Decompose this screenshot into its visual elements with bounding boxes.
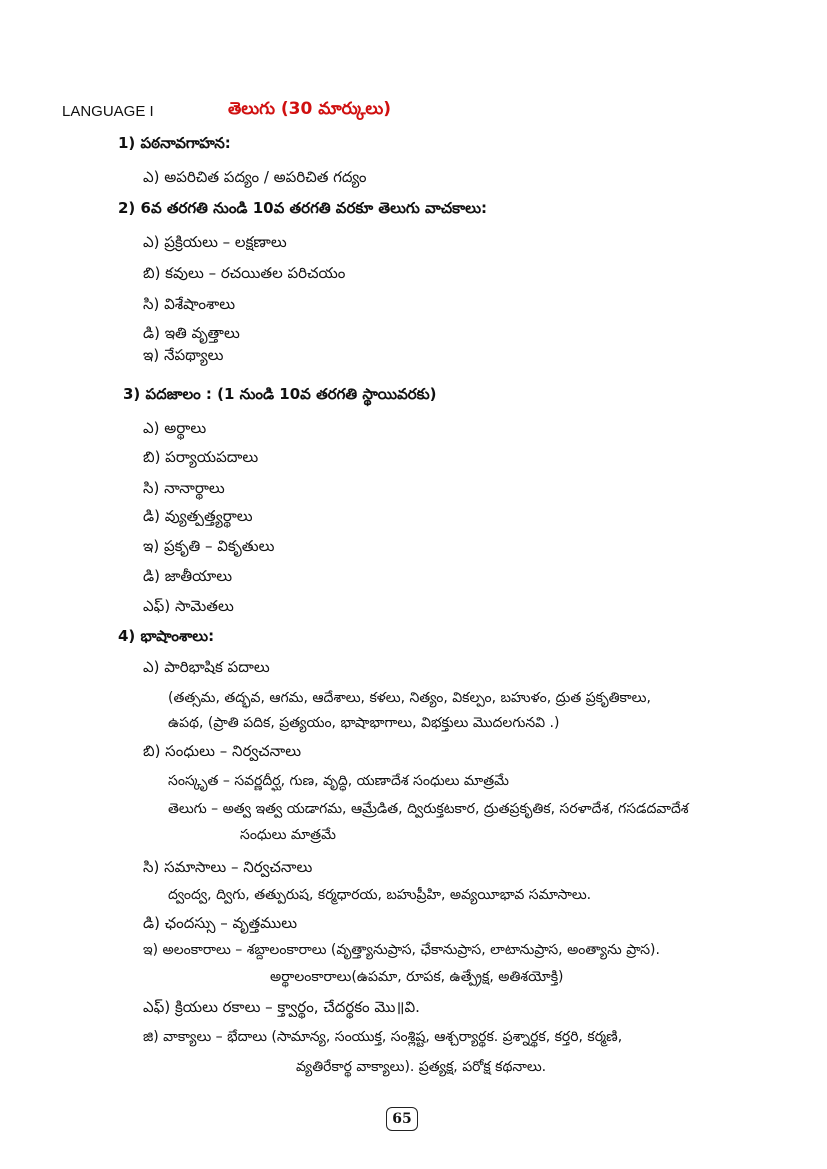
section-4e-line: అర్థాలంకారాలు(ఉపమా, రూపక, ఉత్ప్రేక్ష, అతిశయోక్తి)	[270, 969, 564, 985]
section-4a-line: ఉపథ, (ప్రాతి పదిక, ప్రత్యయం, భాషాభాగాలు, విభక్తులు మొదలగునవి .)	[168, 715, 560, 731]
section-3-item: ఎ) అర్థాలు	[143, 419, 207, 437]
section-4e-label: ఇ) అలంకారాలు – శబ్దాలంకారాలు (వృత్త్యానుప్రాస, ఛేకానుప్రాస, లాటానుప్రాస, అంత్యాను ప్రాస).	[143, 942, 660, 958]
section-4b-line: తెలుగు – అత్వ ఇత్వ యడాగమ, ఆమ్రేడిత, ద్విరుక్తటకార, ద్రుతప్రకృతిక, సరళాదేశ, గసడదవాదేశ	[168, 801, 689, 817]
section-4a-line: (తత్సమ, తద్భవ, ఆగమ, ఆదేశాలు, కళలు, నిత్యం, వికల్పం, బహుళం, ద్రుత ప్రకృతికాలు,	[168, 690, 651, 706]
section-3-item: ఇ) ప్రకృతి – వికృతులు	[143, 537, 275, 555]
section-1-item: ఎ) అపరిచిత పద్యం / అపరిచిత గద్యం	[143, 168, 367, 186]
section-3-item: డి) జాతీయాలు	[143, 567, 233, 585]
section-3-item: డి) వ్యుత్పత్త్యర్థాలు	[143, 507, 253, 525]
section-4-heading: 4) భాషాంశాలు:	[118, 627, 215, 645]
page-number: 65	[386, 1107, 418, 1131]
section-4c-label: సి) సమాసాలు – నిర్వచనాలు	[143, 858, 313, 876]
section-4b-line: సంధులు మాత్రమే	[240, 827, 336, 843]
section-3-heading: 3) పదజాలం : (1 నుండి 10వ తరగతి స్థాయివరకు)	[123, 385, 437, 403]
section-4g-label: జి) వాక్యాలు – భేదాలు (సామాన్య, సంయుక్త, సంశ్లిష్ట, ఆశ్చర్యార్థక. ప్రశ్నార్థక, కర్తరి, కర్మణి,	[143, 1029, 623, 1045]
section-4a-label: ఎ) పారిభాషిక పదాలు	[143, 658, 270, 676]
section-4f-label: ఎఫ్) క్రియలు రకాలు – క్త్వార్థం, చేదర్థకం మొ॥వి.	[143, 998, 420, 1016]
section-4d-label: డి) ఛందస్సు – వృత్తములు	[143, 914, 298, 932]
section-4b-line: సంస్కృత – సవర్ణదీర్ఘ, గుణ, వృద్ధి, యణాదేశ సంధులు మాత్రమే	[168, 773, 509, 789]
section-2-item: ఇ) నేపథ్యాలు	[143, 346, 224, 364]
section-3-item: ఎఫ్) సామెతలు	[143, 597, 234, 615]
language-label: LANGUAGE I	[62, 103, 154, 120]
page-title: తెలుగు (30 మార్కులు)	[228, 99, 392, 119]
section-4b-label: బి) సంధులు – నిర్వచనాలు	[143, 742, 302, 760]
section-2-item: ఎ) ప్రక్రియలు – లక్షణాలు	[143, 233, 287, 251]
section-4c-line: ద్వంద్వ, ద్విగు, తత్పురుష, కర్మధారయ, బహుప్రీహి, అవ్యయీభావ సమాసాలు.	[168, 887, 592, 903]
section-4g-line: వ్యతిరేకార్థ వాక్యాలు). ప్రత్యక్ష, పరోక్ష కథనాలు.	[296, 1059, 547, 1075]
section-2-item: సి) విశేషాంశాలు	[143, 295, 236, 313]
section-3-item: సి) నానార్థాలు	[143, 479, 225, 497]
section-3-item: బి) పర్యాయపదాలు	[143, 448, 259, 466]
section-2-heading: 2) 6వ తరగతి నుండి 10వ తరగతి వరకూ తెలుగు వాచకాలు:	[118, 199, 488, 217]
section-2-item: డి) ఇతి వృత్తాలు	[143, 324, 240, 342]
section-1-heading: 1) పఠనావగాహన:	[118, 134, 231, 152]
section-2-item: బి) కవులు – రచయితల పరిచయం	[143, 264, 346, 282]
